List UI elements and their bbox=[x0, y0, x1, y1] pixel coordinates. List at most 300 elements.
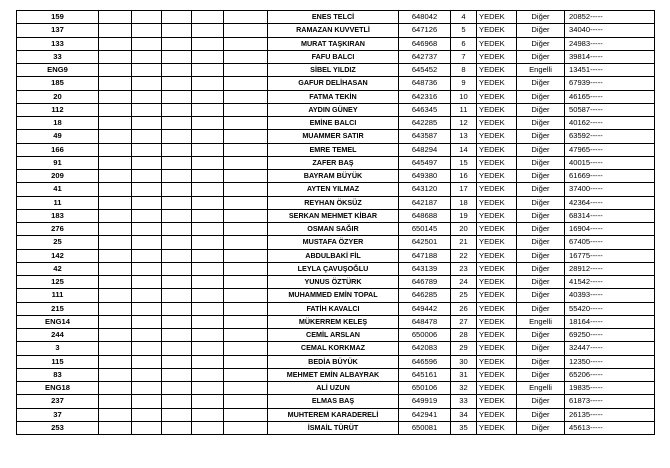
masked-id-cell: 37400----- bbox=[565, 183, 655, 196]
table-row bbox=[17, 11, 655, 24]
row-number-cell: 11 bbox=[17, 196, 99, 209]
masked-id-cell: 13451----- bbox=[565, 64, 655, 77]
table-row bbox=[17, 223, 655, 236]
type-cell: Engelli bbox=[517, 315, 565, 328]
rank-cell: 35 bbox=[451, 421, 477, 434]
full-name-cell: ENES TELCİ bbox=[268, 11, 399, 24]
empty-cell bbox=[99, 90, 132, 103]
full-name-cell: ABDULBAKİ FİL bbox=[268, 249, 399, 262]
type-cell: Diğer bbox=[517, 368, 565, 381]
empty-cell bbox=[132, 143, 162, 156]
type-cell: Diğer bbox=[517, 117, 565, 130]
full-name-cell: MUHAMMED EMİN TOPAL bbox=[268, 289, 399, 302]
empty-cell bbox=[99, 249, 132, 262]
full-name-cell: AYTEN YILMAZ bbox=[268, 183, 399, 196]
rank-cell: 32 bbox=[451, 382, 477, 395]
empty-cell bbox=[224, 11, 268, 24]
status-cell: YEDEK bbox=[477, 408, 517, 421]
empty-cell bbox=[99, 289, 132, 302]
empty-cell bbox=[192, 355, 224, 368]
empty-cell bbox=[99, 209, 132, 222]
application-number-cell: 648478 bbox=[399, 315, 451, 328]
row-number-cell: 49 bbox=[17, 130, 99, 143]
application-number-cell: 647126 bbox=[399, 24, 451, 37]
empty-cell bbox=[192, 249, 224, 262]
full-name-cell: AYDIN GÜNEY bbox=[268, 103, 399, 116]
table-row bbox=[17, 289, 655, 302]
type-cell: Diğer bbox=[517, 249, 565, 262]
empty-cell bbox=[162, 64, 192, 77]
rank-cell: 28 bbox=[451, 329, 477, 342]
empty-cell bbox=[162, 302, 192, 315]
type-cell: Diğer bbox=[517, 395, 565, 408]
table-row bbox=[17, 329, 655, 342]
empty-cell bbox=[162, 143, 192, 156]
empty-cell bbox=[192, 421, 224, 434]
rank-cell: 7 bbox=[451, 50, 477, 63]
type-cell: Diğer bbox=[517, 289, 565, 302]
masked-id-cell: 65206----- bbox=[565, 368, 655, 381]
status-cell: YEDEK bbox=[477, 183, 517, 196]
status-cell: YEDEK bbox=[477, 262, 517, 275]
type-cell: Diğer bbox=[517, 342, 565, 355]
empty-cell bbox=[224, 170, 268, 183]
rank-cell: 19 bbox=[451, 209, 477, 222]
empty-cell bbox=[162, 24, 192, 37]
rank-cell: 27 bbox=[451, 315, 477, 328]
rank-cell: 13 bbox=[451, 130, 477, 143]
masked-id-cell: 41542----- bbox=[565, 276, 655, 289]
row-number-cell: 209 bbox=[17, 170, 99, 183]
rank-cell: 11 bbox=[451, 103, 477, 116]
application-number-cell: 642737 bbox=[399, 50, 451, 63]
empty-cell bbox=[192, 103, 224, 116]
empty-cell bbox=[162, 50, 192, 63]
empty-cell bbox=[162, 236, 192, 249]
empty-cell bbox=[224, 130, 268, 143]
empty-cell bbox=[162, 408, 192, 421]
rank-cell: 21 bbox=[451, 236, 477, 249]
empty-cell bbox=[99, 329, 132, 342]
table-row bbox=[17, 249, 655, 262]
empty-cell bbox=[162, 130, 192, 143]
empty-cell bbox=[192, 209, 224, 222]
empty-cell bbox=[99, 355, 132, 368]
table-row bbox=[17, 342, 655, 355]
table-row bbox=[17, 395, 655, 408]
empty-cell bbox=[192, 315, 224, 328]
empty-cell bbox=[192, 117, 224, 130]
rank-cell: 18 bbox=[451, 196, 477, 209]
empty-cell bbox=[224, 236, 268, 249]
table-row bbox=[17, 90, 655, 103]
type-cell: Diğer bbox=[517, 223, 565, 236]
rank-cell: 14 bbox=[451, 143, 477, 156]
status-cell: YEDEK bbox=[477, 77, 517, 90]
rank-cell: 29 bbox=[451, 342, 477, 355]
status-cell: YEDEK bbox=[477, 64, 517, 77]
type-cell: Diğer bbox=[517, 170, 565, 183]
status-cell: YEDEK bbox=[477, 209, 517, 222]
masked-id-cell: 47965----- bbox=[565, 143, 655, 156]
application-number-cell: 642501 bbox=[399, 236, 451, 249]
status-cell: YEDEK bbox=[477, 329, 517, 342]
table-row bbox=[17, 50, 655, 63]
empty-cell bbox=[224, 276, 268, 289]
row-number-cell: 3 bbox=[17, 342, 99, 355]
empty-cell bbox=[192, 50, 224, 63]
type-cell: Diğer bbox=[517, 421, 565, 434]
empty-cell bbox=[99, 143, 132, 156]
table-row bbox=[17, 276, 655, 289]
status-cell: YEDEK bbox=[477, 24, 517, 37]
empty-cell bbox=[162, 156, 192, 169]
empty-cell bbox=[224, 382, 268, 395]
empty-cell bbox=[99, 382, 132, 395]
rank-cell: 20 bbox=[451, 223, 477, 236]
full-name-cell: CEMAL KORKMAZ bbox=[268, 342, 399, 355]
type-cell: Diğer bbox=[517, 302, 565, 315]
empty-cell bbox=[192, 223, 224, 236]
empty-cell bbox=[162, 249, 192, 262]
row-number-cell: 37 bbox=[17, 408, 99, 421]
status-cell: YEDEK bbox=[477, 368, 517, 381]
full-name-cell: FATİH KAVALCI bbox=[268, 302, 399, 315]
empty-cell bbox=[99, 302, 132, 315]
empty-cell bbox=[162, 117, 192, 130]
type-cell: Diğer bbox=[517, 209, 565, 222]
empty-cell bbox=[99, 262, 132, 275]
empty-cell bbox=[162, 276, 192, 289]
empty-cell bbox=[99, 315, 132, 328]
table-row bbox=[17, 236, 655, 249]
full-name-cell: EMİNE BALCI bbox=[268, 117, 399, 130]
full-name-cell: BAYRAM BÜYÜK bbox=[268, 170, 399, 183]
empty-cell bbox=[224, 421, 268, 434]
empty-cell bbox=[224, 64, 268, 77]
application-number-cell: 643587 bbox=[399, 130, 451, 143]
application-number-cell: 648294 bbox=[399, 143, 451, 156]
status-cell: YEDEK bbox=[477, 117, 517, 130]
masked-id-cell: 24983----- bbox=[565, 37, 655, 50]
full-name-cell: MUSTAFA ÖZYER bbox=[268, 236, 399, 249]
table-row bbox=[17, 382, 655, 395]
empty-cell bbox=[224, 315, 268, 328]
row-number-cell: 41 bbox=[17, 183, 99, 196]
empty-cell bbox=[132, 421, 162, 434]
empty-cell bbox=[99, 11, 132, 24]
empty-cell bbox=[192, 37, 224, 50]
empty-cell bbox=[132, 77, 162, 90]
type-cell: Engelli bbox=[517, 64, 565, 77]
empty-cell bbox=[162, 421, 192, 434]
empty-cell bbox=[192, 183, 224, 196]
empty-cell bbox=[99, 223, 132, 236]
empty-cell bbox=[192, 156, 224, 169]
row-number-cell: ENG14 bbox=[17, 315, 99, 328]
empty-cell bbox=[192, 170, 224, 183]
status-cell: YEDEK bbox=[477, 421, 517, 434]
row-number-cell: 115 bbox=[17, 355, 99, 368]
table-row bbox=[17, 24, 655, 37]
table-row bbox=[17, 408, 655, 421]
status-cell: YEDEK bbox=[477, 223, 517, 236]
application-number-cell: 643120 bbox=[399, 183, 451, 196]
type-cell: Diğer bbox=[517, 90, 565, 103]
application-number-cell: 649919 bbox=[399, 395, 451, 408]
application-number-cell: 646285 bbox=[399, 289, 451, 302]
row-number-cell: 237 bbox=[17, 395, 99, 408]
masked-id-cell: 61669----- bbox=[565, 170, 655, 183]
masked-id-cell: 69250----- bbox=[565, 329, 655, 342]
rank-cell: 17 bbox=[451, 183, 477, 196]
table-row bbox=[17, 183, 655, 196]
empty-cell bbox=[224, 209, 268, 222]
row-number-cell: 20 bbox=[17, 90, 99, 103]
empty-cell bbox=[162, 103, 192, 116]
type-cell: Diğer bbox=[517, 196, 565, 209]
type-cell: Diğer bbox=[517, 156, 565, 169]
rank-cell: 16 bbox=[451, 170, 477, 183]
empty-cell bbox=[132, 103, 162, 116]
full-name-cell: MÜKERREM KELEŞ bbox=[268, 315, 399, 328]
full-name-cell: MEHMET EMİN ALBAYRAK bbox=[268, 368, 399, 381]
status-cell: YEDEK bbox=[477, 37, 517, 50]
empty-cell bbox=[132, 209, 162, 222]
row-number-cell: 166 bbox=[17, 143, 99, 156]
empty-cell bbox=[224, 196, 268, 209]
status-cell: YEDEK bbox=[477, 90, 517, 103]
masked-id-cell: 16775----- bbox=[565, 249, 655, 262]
empty-cell bbox=[132, 183, 162, 196]
masked-id-cell: 63592----- bbox=[565, 130, 655, 143]
application-number-cell: 648688 bbox=[399, 209, 451, 222]
status-cell: YEDEK bbox=[477, 289, 517, 302]
row-number-cell: 25 bbox=[17, 236, 99, 249]
rank-cell: 33 bbox=[451, 395, 477, 408]
full-name-cell: CEMİL ARSLAN bbox=[268, 329, 399, 342]
empty-cell bbox=[132, 342, 162, 355]
empty-cell bbox=[162, 315, 192, 328]
empty-cell bbox=[162, 382, 192, 395]
rank-cell: 30 bbox=[451, 355, 477, 368]
row-number-cell: 159 bbox=[17, 11, 99, 24]
masked-id-cell: 34040----- bbox=[565, 24, 655, 37]
empty-cell bbox=[224, 342, 268, 355]
rank-cell: 34 bbox=[451, 408, 477, 421]
masked-id-cell: 18164----- bbox=[565, 315, 655, 328]
application-number-cell: 649380 bbox=[399, 170, 451, 183]
status-cell: YEDEK bbox=[477, 11, 517, 24]
table-row bbox=[17, 368, 655, 381]
table-row bbox=[17, 103, 655, 116]
empty-cell bbox=[192, 395, 224, 408]
empty-cell bbox=[99, 117, 132, 130]
rank-cell: 25 bbox=[451, 289, 477, 302]
empty-cell bbox=[99, 196, 132, 209]
masked-id-cell: 55420----- bbox=[565, 302, 655, 315]
application-number-cell: 650006 bbox=[399, 329, 451, 342]
full-name-cell: LEYLA ÇAVUŞOĞLU bbox=[268, 262, 399, 275]
row-number-cell: 244 bbox=[17, 329, 99, 342]
rank-cell: 23 bbox=[451, 262, 477, 275]
empty-cell bbox=[224, 37, 268, 50]
empty-cell bbox=[132, 249, 162, 262]
empty-cell bbox=[192, 236, 224, 249]
empty-cell bbox=[132, 302, 162, 315]
empty-cell bbox=[192, 11, 224, 24]
status-cell: YEDEK bbox=[477, 156, 517, 169]
full-name-cell: ALİ UZUN bbox=[268, 382, 399, 395]
status-cell: YEDEK bbox=[477, 342, 517, 355]
table-row bbox=[17, 209, 655, 222]
empty-cell bbox=[224, 156, 268, 169]
empty-cell bbox=[192, 302, 224, 315]
row-number-cell: ENG18 bbox=[17, 382, 99, 395]
empty-cell bbox=[132, 11, 162, 24]
empty-cell bbox=[132, 289, 162, 302]
status-cell: YEDEK bbox=[477, 302, 517, 315]
empty-cell bbox=[132, 37, 162, 50]
rank-cell: 4 bbox=[451, 11, 477, 24]
row-number-cell: 137 bbox=[17, 24, 99, 37]
empty-cell bbox=[132, 262, 162, 275]
empty-cell bbox=[162, 329, 192, 342]
empty-cell bbox=[132, 90, 162, 103]
empty-cell bbox=[99, 408, 132, 421]
empty-cell bbox=[162, 77, 192, 90]
row-number-cell: 183 bbox=[17, 209, 99, 222]
row-number-cell: 125 bbox=[17, 276, 99, 289]
empty-cell bbox=[224, 90, 268, 103]
table-row bbox=[17, 421, 655, 434]
type-cell: Diğer bbox=[517, 77, 565, 90]
empty-cell bbox=[162, 368, 192, 381]
empty-cell bbox=[99, 421, 132, 434]
table-row bbox=[17, 315, 655, 328]
empty-cell bbox=[192, 90, 224, 103]
full-name-cell: RAMAZAN KUVVETLİ bbox=[268, 24, 399, 37]
rank-cell: 8 bbox=[451, 64, 477, 77]
status-cell: YEDEK bbox=[477, 395, 517, 408]
empty-cell bbox=[99, 183, 132, 196]
status-cell: YEDEK bbox=[477, 170, 517, 183]
empty-cell bbox=[99, 130, 132, 143]
empty-cell bbox=[224, 24, 268, 37]
empty-cell bbox=[99, 64, 132, 77]
empty-cell bbox=[99, 368, 132, 381]
row-number-cell: 91 bbox=[17, 156, 99, 169]
table-row bbox=[17, 64, 655, 77]
empty-cell bbox=[132, 130, 162, 143]
empty-cell bbox=[132, 408, 162, 421]
empty-cell bbox=[132, 395, 162, 408]
rank-cell: 9 bbox=[451, 77, 477, 90]
empty-cell bbox=[224, 395, 268, 408]
empty-cell bbox=[99, 156, 132, 169]
masked-id-cell: 40162----- bbox=[565, 117, 655, 130]
rank-cell: 15 bbox=[451, 156, 477, 169]
status-cell: YEDEK bbox=[477, 143, 517, 156]
status-cell: YEDEK bbox=[477, 50, 517, 63]
table-row bbox=[17, 156, 655, 169]
empty-cell bbox=[192, 77, 224, 90]
table-row bbox=[17, 262, 655, 275]
rank-cell: 24 bbox=[451, 276, 477, 289]
row-number-cell: 215 bbox=[17, 302, 99, 315]
application-number-cell: 642083 bbox=[399, 342, 451, 355]
table-row bbox=[17, 130, 655, 143]
application-number-cell: 650081 bbox=[399, 421, 451, 434]
empty-cell bbox=[224, 302, 268, 315]
status-cell: YEDEK bbox=[477, 355, 517, 368]
application-number-cell: 649442 bbox=[399, 302, 451, 315]
empty-cell bbox=[162, 183, 192, 196]
empty-cell bbox=[99, 37, 132, 50]
row-number-cell: 83 bbox=[17, 368, 99, 381]
empty-cell bbox=[192, 64, 224, 77]
full-name-cell: SİBEL YILDIZ bbox=[268, 64, 399, 77]
rank-cell: 10 bbox=[451, 90, 477, 103]
empty-cell bbox=[192, 382, 224, 395]
empty-cell bbox=[132, 196, 162, 209]
application-number-cell: 642316 bbox=[399, 90, 451, 103]
empty-cell bbox=[132, 236, 162, 249]
full-name-cell: MUHTEREM KARADERELİ bbox=[268, 408, 399, 421]
type-cell: Diğer bbox=[517, 236, 565, 249]
full-name-cell: MUAMMER SATIR bbox=[268, 130, 399, 143]
empty-cell bbox=[192, 262, 224, 275]
full-name-cell: SERKAN MEHMET KİBAR bbox=[268, 209, 399, 222]
row-number-cell: 18 bbox=[17, 117, 99, 130]
empty-cell bbox=[192, 130, 224, 143]
empty-cell bbox=[132, 368, 162, 381]
row-number-cell: 142 bbox=[17, 249, 99, 262]
application-number-cell: 642187 bbox=[399, 196, 451, 209]
masked-id-cell: 68314----- bbox=[565, 209, 655, 222]
table-row bbox=[17, 77, 655, 90]
type-cell: Diğer bbox=[517, 24, 565, 37]
type-cell: Diğer bbox=[517, 11, 565, 24]
full-name-cell: YUNUS ÖZTÜRK bbox=[268, 276, 399, 289]
empty-cell bbox=[162, 342, 192, 355]
row-number-cell: 133 bbox=[17, 37, 99, 50]
type-cell: Diğer bbox=[517, 50, 565, 63]
empty-cell bbox=[132, 315, 162, 328]
empty-cell bbox=[192, 408, 224, 421]
empty-cell bbox=[192, 329, 224, 342]
application-number-cell: 645161 bbox=[399, 368, 451, 381]
empty-cell bbox=[224, 355, 268, 368]
row-number-cell: 253 bbox=[17, 421, 99, 434]
full-name-cell: MURAT TAŞKIRAN bbox=[268, 37, 399, 50]
empty-cell bbox=[162, 196, 192, 209]
masked-id-cell: 61873----- bbox=[565, 395, 655, 408]
empty-cell bbox=[192, 196, 224, 209]
application-number-cell: 642285 bbox=[399, 117, 451, 130]
empty-cell bbox=[132, 50, 162, 63]
table-row bbox=[17, 117, 655, 130]
table-row bbox=[17, 170, 655, 183]
row-number-cell: ENG9 bbox=[17, 64, 99, 77]
empty-cell bbox=[99, 103, 132, 116]
type-cell: Diğer bbox=[517, 262, 565, 275]
empty-cell bbox=[192, 143, 224, 156]
empty-cell bbox=[132, 329, 162, 342]
rank-cell: 6 bbox=[451, 37, 477, 50]
results-table bbox=[16, 10, 655, 435]
masked-id-cell: 42364----- bbox=[565, 196, 655, 209]
